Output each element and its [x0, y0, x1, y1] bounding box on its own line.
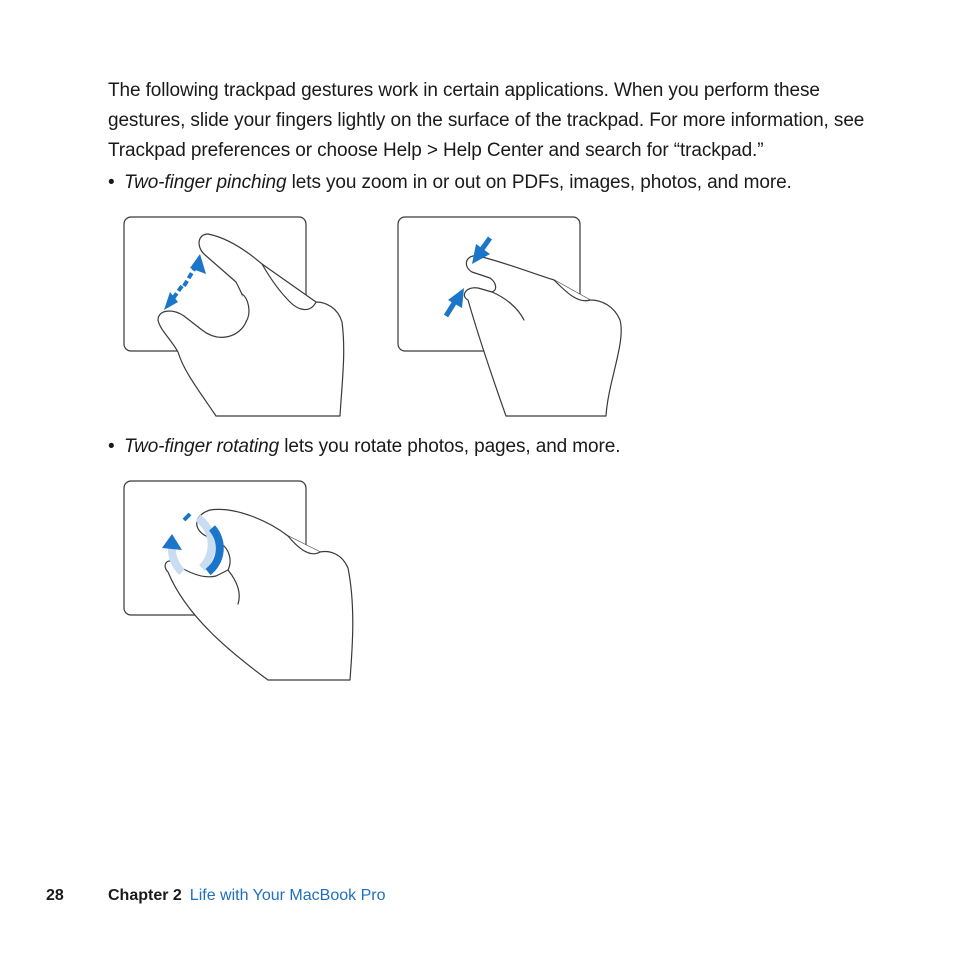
bullet-term: Two-finger pinching: [124, 172, 287, 193]
bullet-description: lets you rotate photos, pages, and more.: [279, 436, 621, 457]
bullet-term: Two-finger rotating: [124, 436, 280, 457]
hand-outline: [165, 509, 353, 680]
pinch-in-gesture-illustration: [394, 212, 630, 422]
chapter-title: Life with Your MacBook Pro: [189, 887, 386, 904]
rotate-gesture-illustration: [120, 476, 360, 682]
bullet-description: lets you zoom in or out on PDFs, images, photos, and more.: [286, 172, 792, 193]
chapter-label: Chapter 2: [108, 887, 182, 904]
bullet-marker: •: [108, 436, 115, 457]
arrow-up-icon: [184, 254, 206, 286]
bullet-two-finger-pinching: [108, 168, 792, 198]
rotate-svg: [120, 476, 360, 682]
chapter-info: [108, 884, 385, 908]
intro-paragraph: The following trackpad gestures work in certain applications. When you perform these gestures, slide your fingers lightly on the surface of the trackpad. For more information, see Trackpad preferences or choose Help > Help Center and search for “trackpad.”: [108, 80, 865, 161]
bullet-two-finger-rotating: [108, 432, 620, 462]
arrow-up-right-icon: [446, 288, 464, 316]
pinch-out-svg: [120, 212, 350, 422]
page-number: 28: [46, 887, 64, 904]
hand-outline: [158, 234, 344, 416]
hand-outline: [464, 256, 621, 416]
pinch-in-svg: [394, 212, 630, 422]
bullet-marker: •: [108, 172, 115, 193]
pinch-out-gesture-illustration: [120, 212, 350, 422]
arrow-down-icon: [164, 286, 182, 310]
